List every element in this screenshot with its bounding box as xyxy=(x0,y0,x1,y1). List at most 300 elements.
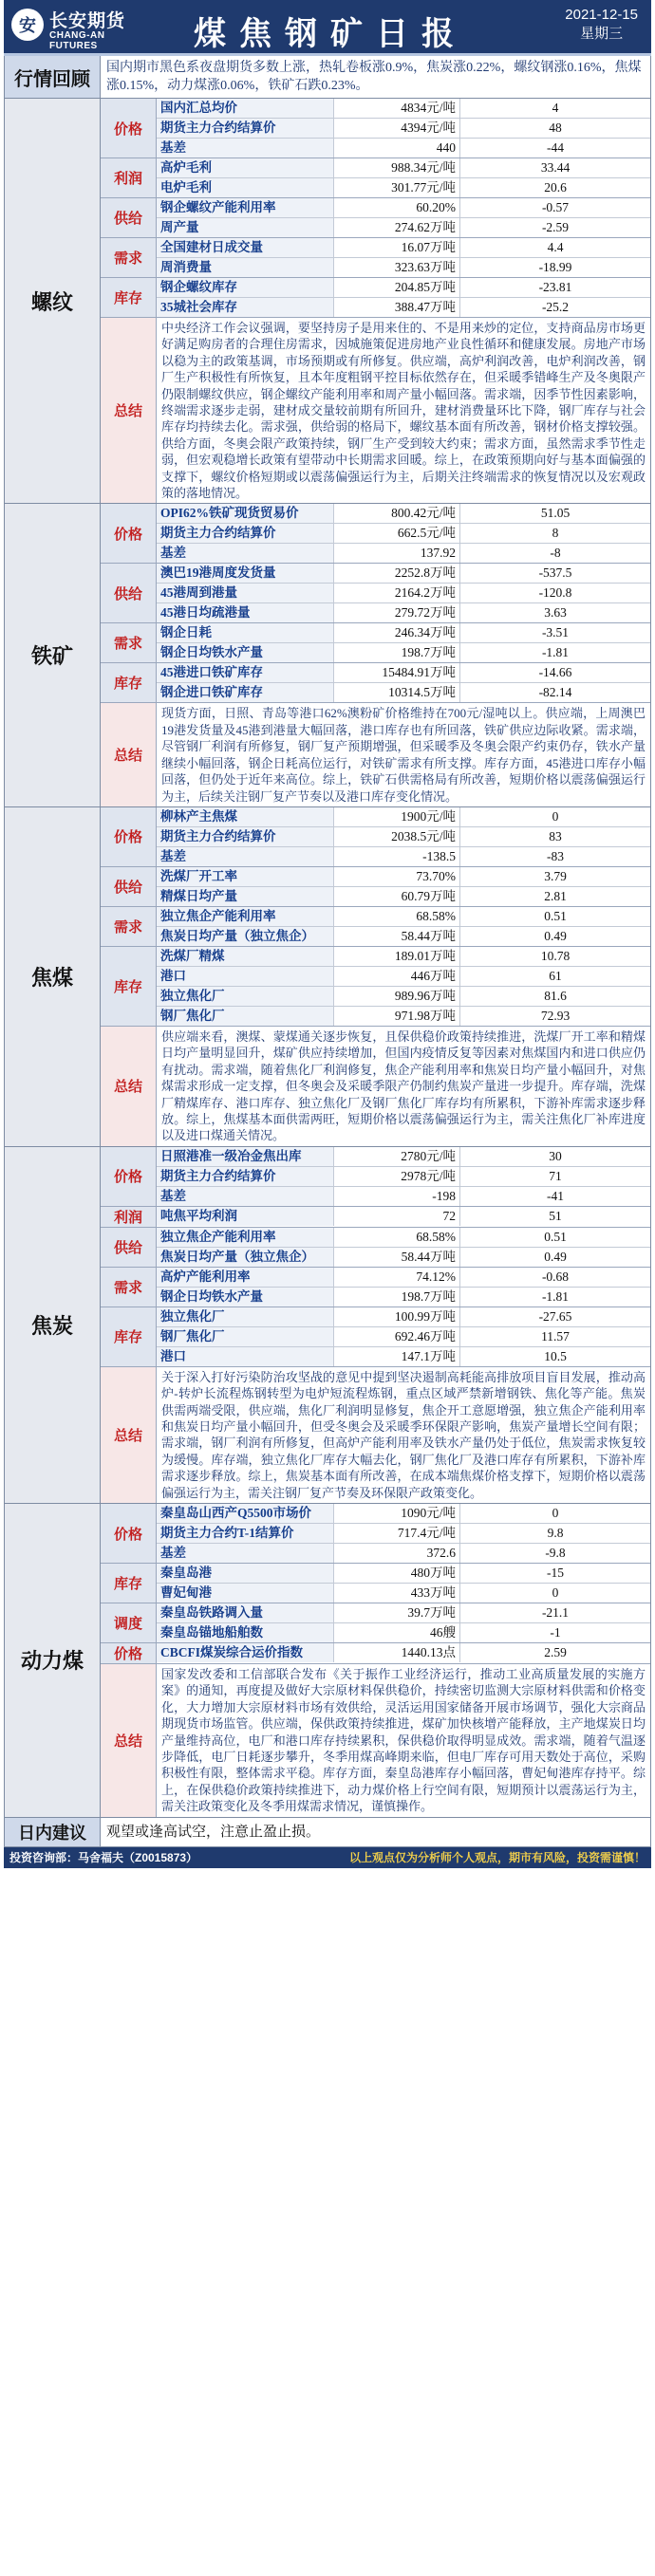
summary-label: 总结 xyxy=(101,1027,157,1146)
indicator-name: 曹妃甸港 xyxy=(157,1584,334,1603)
indicator-name: 精煤日均产量 xyxy=(157,887,334,906)
indicator-row xyxy=(157,847,650,866)
indicator-change: -27.65 xyxy=(538,1308,572,1324)
group-label: 价格 xyxy=(101,1147,157,1206)
indicator-change: 0 xyxy=(552,1585,559,1600)
indicator-row xyxy=(157,1603,650,1623)
indicator-value: 2038.5元/吨 xyxy=(334,827,460,846)
indicator-value: 440 xyxy=(334,139,460,158)
indicator-value: 73.70% xyxy=(334,867,460,886)
indicator-name: 基差 xyxy=(157,139,334,158)
indicator-value: 717.4元/吨 xyxy=(334,1524,460,1543)
indicator-row xyxy=(157,663,650,683)
indicator-name: 港口 xyxy=(157,967,334,986)
report-title: 煤焦钢矿日报 xyxy=(194,16,467,52)
commodity-section xyxy=(4,1147,651,1504)
indicator-value: 2164.2万吨 xyxy=(334,584,460,602)
indicator-row xyxy=(157,967,650,987)
indicator-value: 1900元/吨 xyxy=(334,807,460,826)
indicator-row xyxy=(157,827,650,847)
indicator-name: 焦炭日均产量（独立焦企） xyxy=(157,927,334,946)
indicator-value: 480万吨 xyxy=(334,1564,460,1583)
indicator-group xyxy=(101,99,650,158)
indicator-change: -21.1 xyxy=(541,1605,570,1620)
indicator-change: 61 xyxy=(549,968,562,983)
indicator-row xyxy=(157,947,650,967)
group-rows xyxy=(157,1228,650,1267)
indicator-change: -25.2 xyxy=(541,300,570,314)
group-label: 供给 xyxy=(101,564,157,622)
summary-label: 总结 xyxy=(101,1367,157,1503)
indicator-value: 662.5元/吨 xyxy=(334,524,460,543)
commodity-section xyxy=(4,1504,651,1818)
indicator-value: 988.34元/吨 xyxy=(334,158,460,177)
report-footer xyxy=(4,1847,651,1868)
group-rows xyxy=(157,1564,650,1603)
summary-label: 总结 xyxy=(101,703,157,806)
indicator-value: 39.7万吨 xyxy=(334,1603,460,1622)
indicator-row xyxy=(157,298,650,317)
group-rows xyxy=(157,1643,650,1663)
indicator-row xyxy=(157,1623,650,1642)
indicator-change: 4.4 xyxy=(547,240,564,254)
indicator-row xyxy=(157,887,650,906)
indicator-change: -41 xyxy=(547,1188,564,1203)
indicator-change: 83 xyxy=(549,828,562,843)
indicator-change: 33.44 xyxy=(540,160,571,175)
indicator-name: 澳巴19港周度发货量 xyxy=(157,564,334,583)
report-date-block xyxy=(565,6,638,44)
group-label: 库存 xyxy=(101,278,157,317)
indicator-name: 吨焦平均利润 xyxy=(157,1207,334,1226)
indicator-value: 58.44万吨 xyxy=(334,1248,460,1267)
indicator-change: -3.51 xyxy=(541,625,570,640)
indicator-change: -9.8 xyxy=(545,1546,566,1560)
group-rows xyxy=(157,663,650,702)
indicator-change: -1.81 xyxy=(541,645,570,660)
indicator-name: 钢企日耗 xyxy=(157,623,334,642)
indicator-name: 钢企进口铁矿库存 xyxy=(157,683,334,702)
group-rows xyxy=(157,1603,650,1642)
section-name: 焦炭 xyxy=(5,1147,101,1503)
indicator-row xyxy=(157,907,650,927)
indicator-change: 20.6 xyxy=(544,180,567,195)
indicator-change: -1 xyxy=(550,1625,561,1640)
indicator-name: 45港周到港量 xyxy=(157,584,334,602)
indicator-name: 周产量 xyxy=(157,218,334,237)
indicator-row xyxy=(157,1347,650,1366)
market-review xyxy=(4,56,651,99)
section-body xyxy=(101,807,650,1146)
indicator-row xyxy=(157,987,650,1007)
indicator-row xyxy=(157,1504,650,1524)
indicator-row xyxy=(157,1643,650,1662)
indicator-value: 198.7万吨 xyxy=(334,1288,460,1307)
group-rows xyxy=(157,1307,650,1366)
indicator-name: 期货主力合约结算价 xyxy=(157,827,334,846)
section-name: 动力煤 xyxy=(5,1504,101,1817)
indicator-row xyxy=(157,178,650,197)
indicator-value: 100.99万吨 xyxy=(334,1307,460,1326)
indicator-name: 45港进口铁矿库存 xyxy=(157,663,334,682)
indicator-value: 4834元/吨 xyxy=(334,99,460,118)
indicator-value: 274.62万吨 xyxy=(334,218,460,237)
indicator-name: 独立焦化厂 xyxy=(157,1307,334,1326)
indicator-name: 基差 xyxy=(157,1187,334,1206)
indicator-value: 15484.91万吨 xyxy=(334,663,460,682)
group-rows xyxy=(157,99,650,158)
indicator-value: 2252.8万吨 xyxy=(334,564,460,583)
indicator-name: 期货主力合约结算价 xyxy=(157,119,334,138)
group-label: 库存 xyxy=(101,663,157,702)
indicator-value: 989.96万吨 xyxy=(334,987,460,1006)
footer-analyst: 投资咨询部：马舍福夫（Z0015873） xyxy=(9,1851,198,1865)
indicator-change: 3.63 xyxy=(544,605,567,621)
indicator-change: 51.05 xyxy=(540,506,571,521)
indicator-row xyxy=(157,1564,650,1584)
section-body xyxy=(101,1147,650,1503)
group-label: 价格 xyxy=(101,807,157,866)
indicator-change: 0.49 xyxy=(544,1249,567,1264)
indicator-row xyxy=(157,258,650,277)
group-label: 利润 xyxy=(101,158,157,197)
indicator-change: 9.8 xyxy=(547,1526,564,1540)
group-label: 需求 xyxy=(101,907,157,946)
indicator-value: 433万吨 xyxy=(334,1584,460,1603)
group-label: 价格 xyxy=(101,99,157,158)
indicator-group xyxy=(101,198,650,238)
summary-text: 国家发改委和工信部联合发布《关于振作工业经济运行，推动工业高质量发展的实施方案》的通知，再度提及做好大宗原材料保供稳价，持续密切监测大宗原材料供需和价格变化，大力增加大宗原材料市场有效供给，灵活运用国家储备开展市场调节，强化大宗商品期现货市场监管。供应端，保供政策持续推进，煤矿加快核增产能释放，主产地煤炭日均产量维持高位，电厂和港口库存持续累积，保供稳价取得明显成效。需求端，随着气温逐步降低，电厂日耗逐步攀升，冬季用煤高峰期来临，但电厂库存可用天数处于高位，采购积极性有限，整体需求平稳。库存方面，秦皇岛港库存小幅回落，曹妃甸港库存持平。综上，在保供稳价政策持续推进下，动力煤价格上行空间有限，短期预计以震荡运行为主，需关注政策变化及冬季用煤需求情况，谨慎操作。 xyxy=(161,1667,646,1814)
group-rows xyxy=(157,867,650,906)
indicator-value: 74.12% xyxy=(334,1268,460,1287)
indicator-group xyxy=(101,907,650,947)
indicator-value: 189.01万吨 xyxy=(334,947,460,966)
indicator-change: 2.81 xyxy=(544,888,567,903)
company-logo xyxy=(11,7,135,51)
indicator-change: -83 xyxy=(547,848,564,863)
indicator-change: 48 xyxy=(549,120,562,135)
indicator-change: 0.51 xyxy=(544,1229,567,1244)
indicator-change: 51 xyxy=(549,1208,562,1223)
indicator-name: 洗煤厂开工率 xyxy=(157,867,334,886)
indicator-change: -2.59 xyxy=(541,220,570,234)
indicator-value: 1090元/吨 xyxy=(334,1504,460,1523)
indicator-group xyxy=(101,1564,650,1603)
section-body xyxy=(101,504,650,806)
indicator-change: 0 xyxy=(552,1506,559,1520)
indicator-row xyxy=(157,158,650,178)
logo-emblem-icon: 安 xyxy=(11,9,44,41)
indicator-row xyxy=(157,218,650,237)
indicator-group xyxy=(101,504,650,564)
indicator-change: -15 xyxy=(547,1566,564,1580)
group-label: 利润 xyxy=(101,1207,157,1227)
indicator-name: 独立焦化厂 xyxy=(157,987,334,1006)
indicator-value: 246.34万吨 xyxy=(334,623,460,642)
summary-text: 现货方面，日照、青岛等港口62%澳粉矿价格维持在700元/湿吨以上。供应端，上周澳巴19港发货量及45港到港量大幅回落，港口库存也有所回落，铁矿供应边际收紧。需求端，尽管钢厂利润有所修复，钢厂复产预期增强，但采暖季及冬奥会限产约束仍存，铁水产量继续小幅回落，钢企日耗高位运行，对铁矿需求有所支撑。库存方面，45港进口库存小幅回落，但仍处于近年来高位。综上，铁矿石供需格局有所改善，短期价格以震荡偏强运行为主，后续关注钢厂复产节奏以及港口库存变化情况。 xyxy=(161,706,646,804)
indicator-row xyxy=(157,1207,650,1226)
market-review-label: 行情回顾 xyxy=(5,56,101,98)
indicator-name: 高炉产能利用率 xyxy=(157,1268,334,1287)
indicator-value: 10314.5万吨 xyxy=(334,683,460,702)
section-summary xyxy=(101,318,650,503)
section-body xyxy=(101,1504,650,1817)
indicator-row xyxy=(157,564,650,584)
indicator-change: 3.79 xyxy=(544,868,567,883)
indicator-value: 446万吨 xyxy=(334,967,460,986)
summary-text: 关于深入打好污染防治攻坚战的意见中提到坚决遏制高耗能高排放项目盲目发展，推动高炉-转炉长流程炼钢转型为电炉短流程炼钢，重点区域严禁新增钢铁、焦化等产能。焦炭供需两端受限，供应端，焦化厂利润明显修复，焦企开工意愿增强，独立焦企产能利用率和焦炭日均产量小幅回升，但受冬奥会及采暖季环保限产影响，焦炭产量增长空间有限；需求端，钢厂利润有所修复，但高炉产能利用率及铁水产量仍处于低位，焦炭需求恢复较为缓慢。库存端，独立焦化厂库存大幅去化，钢厂焦化厂及港口库存有所累积，下游补库需求逐步释放。综上，焦炭基本面有所改善，在成本端焦煤价格支撑下，短期价格以震荡偏强运行为主，需关注钢厂复产节奏及环保限产政策变化。 xyxy=(161,1369,646,1500)
indicator-row xyxy=(157,1167,650,1187)
indicator-value: 16.07万吨 xyxy=(334,238,460,257)
indicator-value: -138.5 xyxy=(334,847,460,866)
group-label: 调度 xyxy=(101,1603,157,1642)
indicator-group xyxy=(101,1147,650,1207)
report-date: 2021-12-15 xyxy=(565,7,638,23)
indicator-name: 钢企日均铁水产量 xyxy=(157,643,334,662)
indicator-row xyxy=(157,1228,650,1248)
indicator-name: 钢企螺纹库存 xyxy=(157,278,334,297)
indicator-name: 钢企螺纹产能利用率 xyxy=(157,198,334,217)
indicator-value: 800.42元/吨 xyxy=(334,504,460,523)
indicator-group xyxy=(101,1268,650,1307)
indicator-change: 4 xyxy=(552,101,559,115)
indicator-value: 692.46万吨 xyxy=(334,1327,460,1346)
group-rows xyxy=(157,1504,650,1563)
group-label: 库存 xyxy=(101,1307,157,1366)
indicator-group xyxy=(101,807,650,867)
indicator-group xyxy=(101,1307,650,1367)
logo-name-cn: 长安期货 xyxy=(49,11,126,31)
indicator-value: 4394元/吨 xyxy=(334,119,460,138)
indicator-value: 388.47万吨 xyxy=(334,298,460,317)
indicator-name: 高炉毛利 xyxy=(157,158,334,177)
indicator-name: 全国建材日成交量 xyxy=(157,238,334,257)
indicator-row xyxy=(157,544,650,563)
indicator-name: 独立焦企产能利用率 xyxy=(157,907,334,926)
group-rows xyxy=(157,807,650,866)
indicator-row xyxy=(157,683,650,702)
indicator-row xyxy=(157,807,650,827)
indicator-change: -82.14 xyxy=(538,685,572,700)
group-label: 价格 xyxy=(101,1504,157,1563)
indicator-change: -0.68 xyxy=(541,1269,570,1284)
indicator-change: 2.59 xyxy=(544,1645,567,1659)
indicator-value: 60.79万吨 xyxy=(334,887,460,906)
indicator-row xyxy=(157,504,650,524)
summary-text: 供应端来看，澳煤、蒙煤通关逐步恢复，且保供稳价政策持续推进，洗煤厂开工率和精煤日均产量明显回升，煤矿供应持续增加，但国内疫情反复等因素对焦煤国内和进口供应仍有扰动。需求端，随着焦化厂利润修复，焦企产能利用率和焦炭日均产量小幅回升，对焦煤需求形成一定支撑，但冬奥会及采暖季限产仍制约焦炭产量进一步提升。库存端，洗煤厂精煤库存、港口库存、独立焦化厂及钢厂焦化厂库存均有所累积，下游补库需求逐步释放。综上，焦煤基本面供需两旺，短期价格以震荡偏强运行为主，需关注焦化厂补库进度以及进口煤通关情况。 xyxy=(161,1029,646,1143)
indicator-change: -1.81 xyxy=(541,1288,570,1304)
indicator-change: 71 xyxy=(549,1168,562,1183)
indicator-row xyxy=(157,1248,650,1267)
indicator-name: 日照港准一级冶金焦出库 xyxy=(157,1147,334,1166)
indicator-change: -8 xyxy=(550,546,561,561)
suggestion-label: 日内建议 xyxy=(5,1818,101,1846)
indicator-row xyxy=(157,1544,650,1563)
indicator-row xyxy=(157,1327,650,1347)
summary-text: 中央经济工作会议强调，要坚持房子是用来住的、不是用来炒的定位，支持商品房市场更好满足购房者的合理住房需求，因城施策促进房地产业良性循环和健康发展。房地产市场以稳为主的政策基调，市场预期或有所修复。供应端，高炉利润改善，电炉利润改善，钢厂生产积极性有所恢复，且本年度粗钢平控目标依然存在，但采暖季错峰生产及冬奥限产仍限制螺纹供应，钢企螺纹产能利用率和周产量小幅回落。需求端，因季节性因素影响，终端需求逐步走弱，建材成交量较前期有所回升，建材消费量环比下降，钢厂库存与社会库存均持续去化。需求强，供给弱的格局下，螺纹基本面有所改善，钢材价格支撑较强。供给方面，冬奥会限产政策持续，钢厂生产受到较大约束；需求方面，虽然需求季节性走弱，但宏观稳增长政策有望带动中长期需求回暖。综上，在政策预期向好与基本面偏强的支撑下，螺纹价格短期或以震荡偏强运行为主，后期关注终端需求的恢复情况以及宏观政策的落地情况。 xyxy=(161,321,646,501)
indicator-value: 198.7万吨 xyxy=(334,643,460,662)
indicator-name: 钢厂焦化厂 xyxy=(157,1327,334,1346)
indicator-group xyxy=(101,1504,650,1564)
indicator-value: 372.6 xyxy=(334,1544,460,1563)
indicator-group xyxy=(101,867,650,907)
indicator-name: 秦皇岛铁路调入量 xyxy=(157,1603,334,1622)
section-summary xyxy=(101,703,650,806)
group-rows xyxy=(157,504,650,563)
group-label: 需求 xyxy=(101,238,157,277)
group-label: 库存 xyxy=(101,1564,157,1603)
indicator-value: 971.98万吨 xyxy=(334,1007,460,1026)
indicator-change: -0.57 xyxy=(541,200,570,214)
indicator-group xyxy=(101,278,650,318)
indicator-name: 35城社会库存 xyxy=(157,298,334,317)
indicator-value: 72 xyxy=(334,1207,460,1226)
report-header xyxy=(4,0,651,56)
indicator-name: 独立焦企产能利用率 xyxy=(157,1228,334,1247)
indicator-group xyxy=(101,1603,650,1643)
indicator-change: 10.78 xyxy=(540,948,571,963)
indicator-change: 10.5 xyxy=(544,1348,567,1363)
indicator-name: 秦皇岛港 xyxy=(157,1564,334,1583)
indicator-value: 323.63万吨 xyxy=(334,258,460,277)
indicator-value: 68.58% xyxy=(334,907,460,926)
indicator-name: 45港日均疏港量 xyxy=(157,603,334,622)
indicator-value: 46艘 xyxy=(334,1623,460,1642)
indicator-row xyxy=(157,1307,650,1327)
summary-label: 总结 xyxy=(101,318,157,503)
indicator-change: 0.51 xyxy=(544,908,567,923)
group-label: 库存 xyxy=(101,947,157,1026)
report-weekday: 星期三 xyxy=(580,26,624,42)
indicator-row xyxy=(157,623,650,643)
indicator-change: 30 xyxy=(549,1148,562,1163)
footer-disclaimer: 以上观点仅为分析师个人观点，期市有风险，投资需谨慎！ xyxy=(348,1851,646,1865)
indicator-name: 期货主力合约结算价 xyxy=(157,524,334,543)
indicator-name: 周消费量 xyxy=(157,258,334,277)
section-summary xyxy=(101,1664,650,1817)
group-rows xyxy=(157,623,650,662)
indicator-name: CBCFI煤炭综合运价指数 xyxy=(157,1643,334,1662)
market-review-text: 国内期市黑色系夜盘期货多数上涨，热轧卷板涨0.9%，焦炭涨0.22%，螺纹钢涨0.16%，焦煤涨0.15%，动力煤涨0.06%，铁矿石跌0.23%。 xyxy=(106,61,642,93)
group-label: 价格 xyxy=(101,504,157,563)
indicator-row xyxy=(157,238,650,258)
indicator-group xyxy=(101,564,650,623)
indicator-name: 洗煤厂精煤 xyxy=(157,947,334,966)
indicator-name: 柳林产主焦煤 xyxy=(157,807,334,826)
indicator-value: 2780元/吨 xyxy=(334,1147,460,1166)
indicator-value: 147.1万吨 xyxy=(334,1347,460,1366)
group-label: 供给 xyxy=(101,1228,157,1267)
indicator-value: 301.77元/吨 xyxy=(334,178,460,197)
group-rows xyxy=(157,1268,650,1307)
indicator-name: 期货主力合约T-1结算价 xyxy=(157,1524,334,1543)
indicator-row xyxy=(157,119,650,139)
group-rows xyxy=(157,238,650,277)
indicator-row xyxy=(157,1187,650,1206)
suggestion-text: 观望或逢高试空，注意止盈止损。 xyxy=(106,1824,321,1840)
indicator-row xyxy=(157,927,650,946)
indicator-group xyxy=(101,623,650,663)
indicator-change: -23.81 xyxy=(538,280,572,294)
indicator-row xyxy=(157,99,650,119)
group-rows xyxy=(157,1207,650,1227)
indicator-value: 204.85万吨 xyxy=(334,278,460,297)
indicator-change: -44 xyxy=(547,140,564,155)
indicator-value: 1440.13点 xyxy=(334,1643,460,1662)
indicator-group xyxy=(101,663,650,703)
group-label: 价格 xyxy=(101,1643,157,1663)
indicator-name: 基差 xyxy=(157,847,334,866)
indicator-row xyxy=(157,278,650,298)
indicator-row xyxy=(157,867,650,887)
commodity-sections xyxy=(4,99,651,1818)
group-rows xyxy=(157,158,650,197)
indicator-row xyxy=(157,1268,650,1288)
summary-label: 总结 xyxy=(101,1664,157,1817)
indicator-name: 钢企日均铁水产量 xyxy=(157,1288,334,1307)
indicator-name: OPI62%铁矿现货贸易价 xyxy=(157,504,334,523)
indicator-row xyxy=(157,643,650,662)
group-rows xyxy=(157,564,650,622)
indicator-group xyxy=(101,1643,650,1664)
indicator-change: 72.93 xyxy=(540,1008,571,1023)
group-rows xyxy=(157,947,650,1026)
indicator-value: 68.58% xyxy=(334,1228,460,1247)
indicator-value: 137.92 xyxy=(334,544,460,563)
logo-name-en: CHANG-AN FUTURES xyxy=(49,30,105,51)
commodity-section xyxy=(4,504,651,806)
indicator-change: -120.8 xyxy=(538,585,572,601)
indicator-change: 8 xyxy=(552,526,559,541)
indicator-change: 11.57 xyxy=(541,1328,570,1344)
indicator-change: -537.5 xyxy=(538,565,572,581)
indicator-change: 0 xyxy=(552,808,559,824)
indicator-value: 2978元/吨 xyxy=(334,1167,460,1186)
group-rows xyxy=(157,907,650,946)
indicator-change: 0.49 xyxy=(544,928,567,943)
section-body xyxy=(101,99,650,503)
group-label: 需求 xyxy=(101,1268,157,1307)
indicator-group xyxy=(101,238,650,278)
commodity-section xyxy=(4,99,651,504)
indicator-row xyxy=(157,1524,650,1544)
group-label: 供给 xyxy=(101,867,157,906)
indicator-row xyxy=(157,603,650,622)
indicator-name: 基差 xyxy=(157,544,334,563)
indicator-row xyxy=(157,584,650,603)
indicator-name: 国内汇总均价 xyxy=(157,99,334,118)
indicator-row xyxy=(157,1007,650,1026)
indicator-name: 焦炭日均产量（独立焦企） xyxy=(157,1248,334,1267)
indicator-value: -198 xyxy=(334,1187,460,1206)
indicator-change: -14.66 xyxy=(538,665,572,680)
indicator-name: 秦皇岛锚地船舶数 xyxy=(157,1623,334,1642)
indicator-row xyxy=(157,1288,650,1307)
section-name: 焦煤 xyxy=(5,807,101,1146)
indicator-group xyxy=(101,947,650,1027)
commodity-section xyxy=(4,807,651,1147)
indicator-row xyxy=(157,524,650,544)
indicator-name: 期货主力合约结算价 xyxy=(157,1167,334,1186)
indicator-row xyxy=(157,198,650,218)
indicator-value: 60.20% xyxy=(334,198,460,217)
intraday-suggestion xyxy=(4,1818,651,1847)
indicator-change: 81.6 xyxy=(544,988,567,1003)
indicator-value: 279.72万吨 xyxy=(334,603,460,622)
group-label: 供给 xyxy=(101,198,157,237)
indicator-row xyxy=(157,139,650,158)
indicator-group xyxy=(101,1228,650,1268)
